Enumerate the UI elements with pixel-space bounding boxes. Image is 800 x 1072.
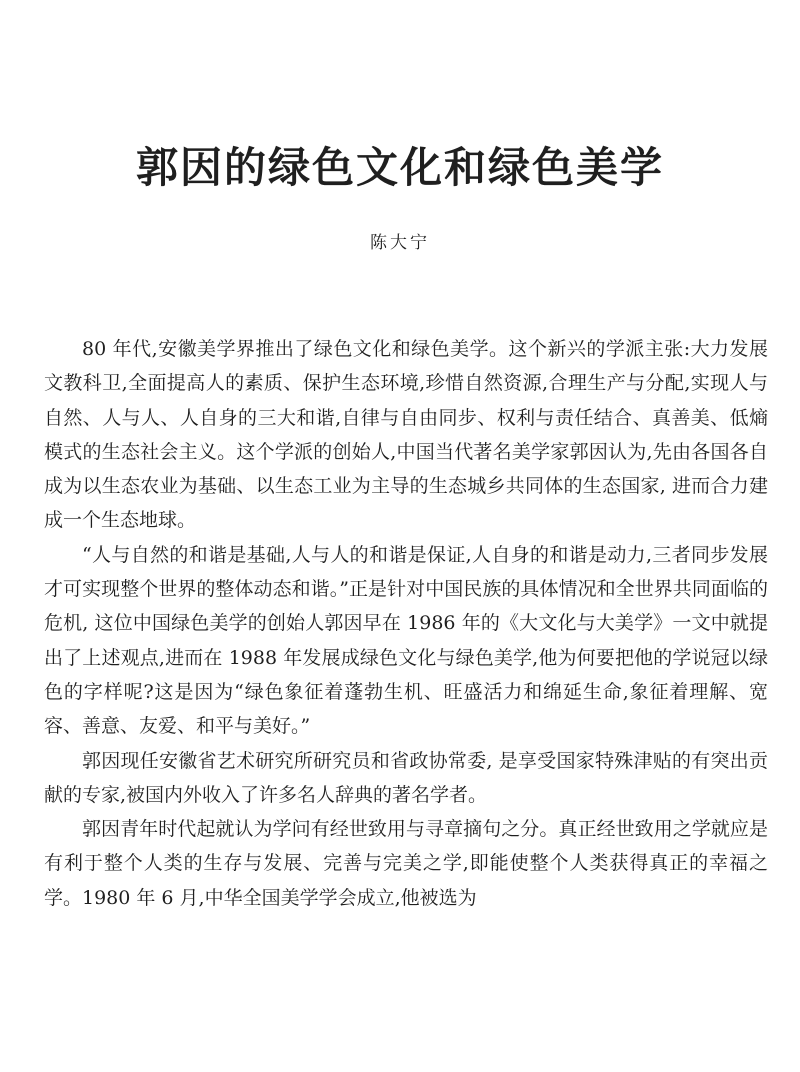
article-title: 郭因的绿色文化和绿色美学 [135, 143, 664, 192]
paragraph: 郭因青年时代起就认为学问有经世致用与寻章摘句之分。真正经世致用之学就应是有利于整个人类的生存与发展、完善与完美之学,即能使整个人类获得真正的幸福之学。1980 年 6 月,中华全国美学学会成立,他被选为 [44, 818, 768, 909]
paragraph: 郭因现任安徽省艺术研究所研究员和省政协常委, 是享受国家特殊津贴的有突出贡献的专家,被国内外收入了许多名人辞典的著名学者。 [44, 749, 768, 806]
paragraph: “人与自然的和谐是基础,人与人的和谐是保证,人自身的和谐是动力,三者同步发展才可实现整个世界的整体动态和谐。”正是针对中国民族的具体情况和全世界共同面临的危机, 这位中国绿色美学的创始人郭因早在 1986 年的《大文化与大美学》一文中就提出了上述观点,进而在 1988 年发展成绿色文化与绿色美学,他为何要把他的学说冠以绿色的字样呢?这是因为“绿色象征着蓬勃生机、旺盛活力和绵延生命,象征着理解、宽容、善意、友爱、和平与美好。” [44, 543, 768, 738]
paragraph: 80 年代,安徽美学界推出了绿色文化和绿色美学。这个新兴的学派主张:大力发展文教科卫,全面提高人的素质、保护生态环境,珍惜自然资源,合理生产与分配,实现人与自然、人与人、人自身的三大和谐,自律与自由同步、权利与责任结合、真善美、低熵模式的生态社会主义。这个学派的创始人,中国当代著名美学家郭因认为,先由各国各自成为以生态农业为基础、以生态工业为主导的生态城乡共同体的生态国家, 进而合力建成一个生态地球。 [44, 338, 768, 532]
article-author: 陈大宁 [370, 233, 430, 253]
article-body [44, 332, 768, 915]
